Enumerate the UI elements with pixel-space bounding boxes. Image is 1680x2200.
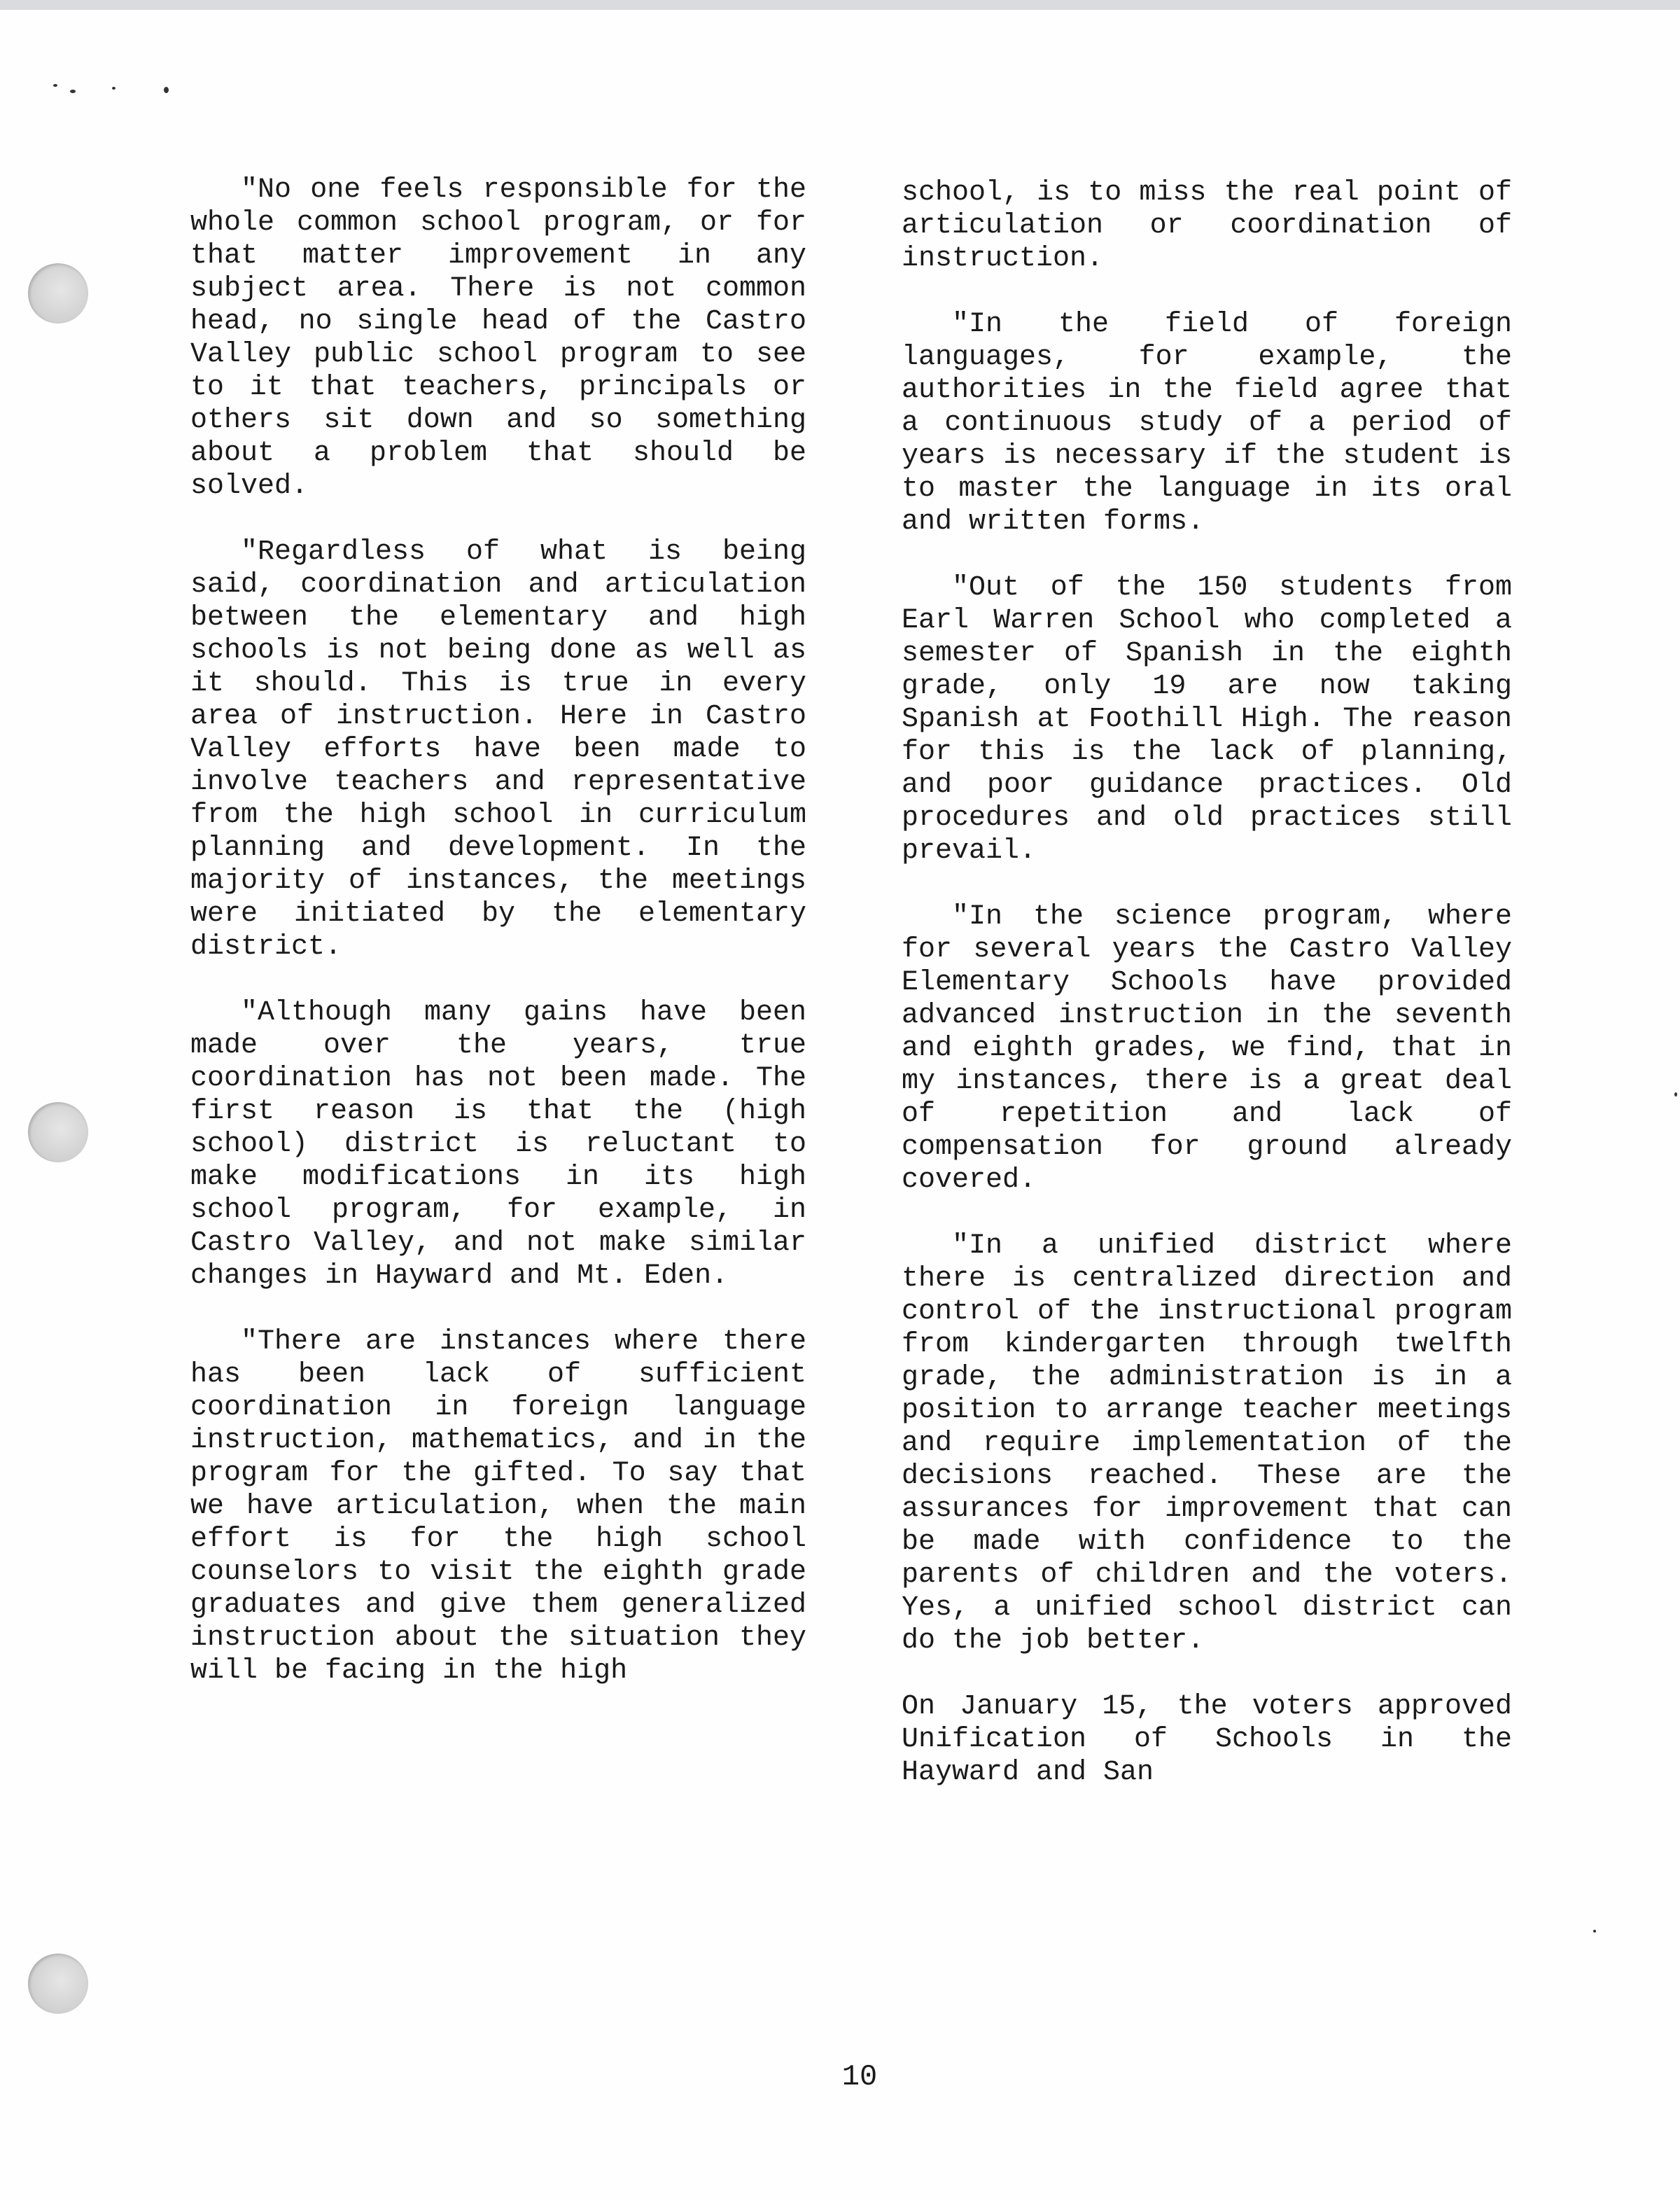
scan-speck	[53, 84, 57, 87]
paragraph-regardless: "Regardless of what is being said, coordination and articulation between the elementary and high schools is not being done as well as it should. This is true in every area of instruction. Here in Castro Valley efforts have been made to involve teachers and representative from the high school in curriculum planning and development. In the majority of instances, the meetings were initiated by the elementary district.	[190, 536, 806, 963]
paragraph-continuation: school, is to miss the real point of articulation or coordination of instruction.	[902, 177, 1512, 274]
paragraph-foreign-languages: "In the field of foreign languages, for example, the authorities in the field agree that a continuous study of a period of years is necessary if the student is to master the language in its oral and written forms.	[902, 309, 1512, 538]
scan-speck	[1674, 1092, 1677, 1096]
left-text-column	[190, 174, 806, 1720]
paragraph-no-one-responsible: "No one feels responsible for the whole common school program, or for that matter improvement in any subject area. There is not common head, no single head of the Castro Valley public school program to see to it that teachers, principals or others sit down and so something about a problem that should be solved.	[190, 174, 806, 502]
punch-hole-bottom	[28, 1954, 88, 2014]
scan-speck	[164, 87, 169, 93]
scan-speck	[112, 87, 115, 90]
scan-top-edge	[0, 0, 1680, 10]
punch-hole-middle	[28, 1102, 88, 1162]
paragraph-instances-lack: "There are instances where there has been lack of sufficient coordination in foreign language instruction, mathematics, and in the program for the gifted. To say that we have articulation, when the main effort is for the high school counselors to visit the eighth grade graduates and give them generalized instruction about the situation they will be facing in the high	[190, 1326, 806, 1687]
paragraph-although-gains: "Although many gains have been made over the years, true coordination has not been made. The first reason is that the (high school) district is reluctant to make modifications in its high school program, for example, in Castro Valley, and not make similar changes in Hayward and Mt. Eden.	[190, 997, 806, 1292]
scan-speck	[70, 90, 76, 93]
right-text-column	[902, 176, 1512, 1822]
paragraph-unified-district: "In a unified district where there is centralized direction and control of the instructional program from kindergarten through twelfth grade, the administration is in a position to arrange teacher meetings and require implementation of the decisions reached. These are the assurances for improvement that can be made with confidence to the parents of children and the voters. Yes, a unified school district can do the job better.	[902, 1230, 1512, 1657]
paragraph-earl-warren: "Out of the 150 students from Earl Warren School who completed a semester of Spanish in the eighth grade, only 19 are now taking Spanish at Foothill High. The reason for this is the lack of planning, and poor guidance practices. Old procedures and old practices still prevail.	[902, 572, 1512, 867]
paragraph-january-15: On January 15, the voters approved Unification of Schools in the Hayward and San	[902, 1691, 1512, 1788]
paragraph-science-program: "In the science program, where for several years the Castro Valley Elementary Schools have provided advanced instruction in the seventh and eighth grades, we find, that in my instances, there is a great deal of repetition and lack of compensation for ground already covered.	[902, 901, 1512, 1196]
scan-speck	[1593, 1930, 1596, 1933]
page-number: 10	[841, 2060, 878, 2094]
punch-hole-top	[28, 263, 88, 323]
